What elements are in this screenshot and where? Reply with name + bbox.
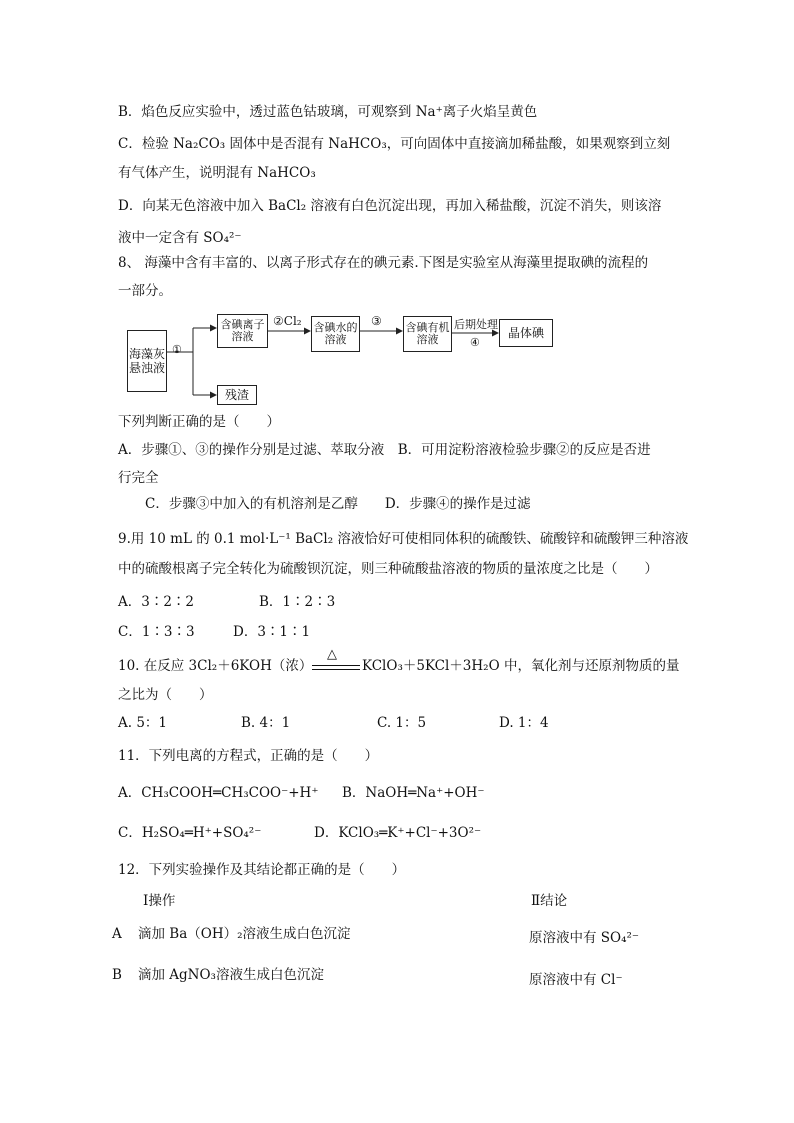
q8-stem-line1: 8、 海藻中含有丰富的、以离子形式存在的碘元素.下图是实验室从海藻里提取碘的流程的 xyxy=(118,255,649,271)
q10-option-c: C. 1：5 xyxy=(377,715,427,731)
q7-option-d-line1: D．向某无色溶液中加入 BaCl₂ 溶液有白色沉淀出现，再加入稀盐酸，沉淀不消失，则该溶 xyxy=(118,198,662,214)
q12-row-a-operation: 滴加 Ba（OH）₂溶液生成白色沉淀 xyxy=(138,926,351,942)
q10-stem-post: KClO₃＋5KCl＋3H₂O 中，氧化剂与还原剂物质的量 xyxy=(362,658,680,674)
q12-row-a-conclusion: 原溶液中有 SO₄²⁻ xyxy=(529,930,640,946)
q12-row-b-conclusion: 原溶液中有 Cl⁻ xyxy=(529,972,623,988)
box-residue: 残渣 xyxy=(217,385,257,405)
equals-sign xyxy=(312,664,360,672)
step4-text: 后期处理 xyxy=(454,318,498,331)
q12-row-b-key: B xyxy=(112,967,122,983)
step2-reagent: Cl₂ xyxy=(283,314,302,328)
q8-options-ab-line2: 行完全 xyxy=(118,470,159,486)
q9-stem-line1: 9.用 10 mL 的 0.1 mol·L⁻¹ BaCl₂ 溶液恰好可使相同体积的硫酸铁、硫酸锌和硫酸钾三种溶液 xyxy=(118,531,689,547)
q7-option-d-line2: 液中一定含有 SO₄²⁻ xyxy=(118,230,242,246)
q8-question: 下列判断正确的是（ ） xyxy=(118,414,280,430)
q12-stem: 12．下列实验操作及其结论都正确的是（ ） xyxy=(118,862,406,878)
q8-options-ab-line1: A．步骤①、③的操作分别是过滤、萃取分液 B．可用淀粉溶液检验步骤②的反应是否进 xyxy=(118,442,651,458)
q11-option-d: D．KClO₃═K⁺+Cl⁻+3O²⁻ xyxy=(314,825,482,841)
box-organic-solution: 含碘有机溶液 xyxy=(403,316,452,352)
step4-number: ④ xyxy=(470,336,480,349)
q12-col-conclusion: Ⅱ结论 xyxy=(531,893,568,909)
q8-stem-line2: 一部分。 xyxy=(118,283,172,299)
step3-label: ③ xyxy=(371,314,382,328)
q7-option-c-line1: C．检验 Na₂CO₃ 固体中是否混有 NaHCO₃，可向固体中直接滴加稀盐酸，如果观察到立刻 xyxy=(118,136,671,152)
q9-option-b: B．1∶2∶3 xyxy=(259,594,336,610)
heat-symbol: △ xyxy=(327,647,337,662)
box-crystal-iodine: 晶体碘 xyxy=(499,319,553,347)
q10-stem-pre: 10. 在反应 3Cl₂＋6KOH（浓） xyxy=(118,658,313,674)
q7-option-b: B．焰色反应实验中，透过蓝色钴玻璃，可观察到 Na⁺离子火焰呈黄色 xyxy=(118,104,538,120)
q9-option-a: A．3∶2∶2 xyxy=(118,594,195,610)
step1-label: ① xyxy=(172,343,182,356)
q7-option-c-line2: 有气体产生，说明混有 NaHCO₃ xyxy=(118,165,316,181)
q9-option-c: C．1∶3∶3 xyxy=(118,624,195,640)
q11-stem: 11．下列电离的方程式，正确的是（ ） xyxy=(118,748,379,764)
q10-option-a: A. 5：1 xyxy=(118,715,168,731)
step2-number: ② xyxy=(273,314,284,328)
q10-option-d: D. 1：4 xyxy=(499,715,549,731)
q12-row-b-operation: 滴加 AgNO₃溶液生成白色沉淀 xyxy=(138,967,324,983)
q11-option-b: B．NaOH═Na⁺+OH⁻ xyxy=(342,785,485,801)
q9-stem-line2: 中的硫酸根离子完全转化为硫酸钡沉淀，则三种硫酸盐溶液的物质的量浓度之比是（ ） xyxy=(118,561,658,577)
q11-option-c: C．H₂SO₄═H⁺+SO₄²⁻ xyxy=(118,825,262,841)
box-iodine-water: 含碘水的溶液 xyxy=(311,316,360,352)
q8-options-cd: C．步骤③中加入的有机溶剂是乙醇 D．步骤④的操作是过滤 xyxy=(145,496,531,512)
step2-label xyxy=(273,314,302,328)
q9-option-d: D．3∶1∶1 xyxy=(233,624,311,640)
q10-stem-line2: 之比为（ ） xyxy=(118,687,213,703)
q10-option-b: B. 4：1 xyxy=(241,715,291,731)
q12-col-operation: Ⅰ操作 xyxy=(143,893,176,909)
box-iodide-solution: 含碘离子溶液 xyxy=(217,314,268,348)
q11-option-a: A．CH₃COOH═CH₃COO⁻+H⁺ xyxy=(118,785,319,801)
box-seaweed: 海藻灰悬浊液 xyxy=(127,330,167,392)
q12-row-a-key: A xyxy=(112,926,122,942)
